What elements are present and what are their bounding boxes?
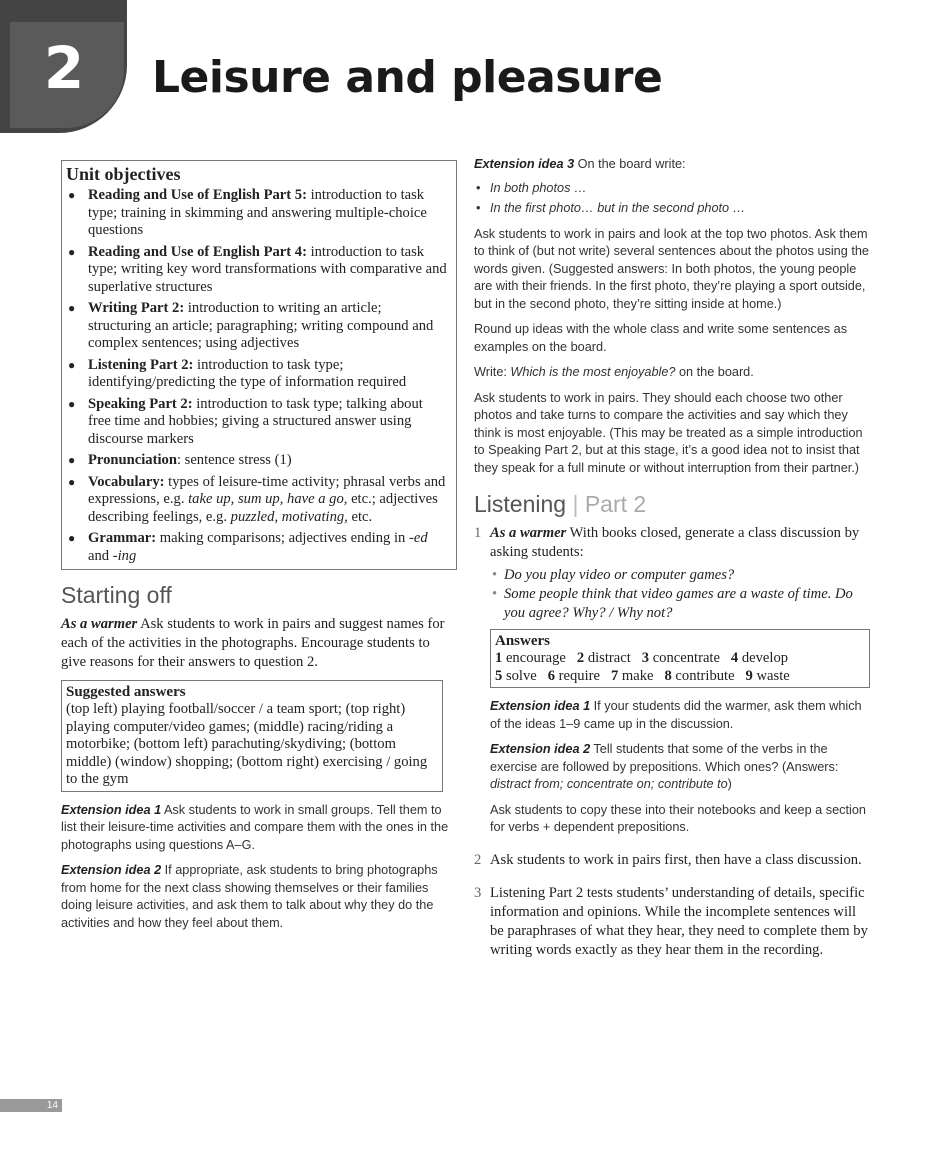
item-text: Listening Part 2 tests students’ understanding of details, specific information and opinions. While the incomplete sentences will be paraphrases of what they hear, they need to complete them by writing words exactly as they hear them in the recording. [490, 884, 868, 958]
starting-off-heading [61, 582, 457, 609]
listening-item-2 [474, 851, 870, 870]
answer-number: 8 [664, 667, 672, 684]
section-title: Listening [474, 491, 567, 517]
objective-item-grammar [66, 530, 448, 565]
warmer-label: As a warmer [61, 616, 138, 632]
warmer-text: Ask students to work in pairs and suggest names for each of the activities in the photographs. Encourage students to give reasons for their answers to question 2. [61, 616, 445, 670]
objective-item [66, 396, 448, 449]
objective-item-vocabulary [66, 474, 448, 527]
discussion-question: • Do you play video or computer games? [490, 566, 870, 585]
instruction-text: on the board. [675, 365, 754, 379]
objective-label: Pronunciation [88, 452, 177, 468]
answers-line-2 [495, 668, 865, 686]
listening-heading [474, 491, 870, 518]
extension-idea-3 [474, 156, 870, 174]
page-number: 14 [0, 1099, 62, 1112]
objective-label: Writing Part 2: [88, 300, 185, 316]
instruction-paragraph: Ask students to work in pairs and look at the top two photos. Ask them to think of (but not write) several sentences about the photos using the words given. (Suggested answers: In both photos, the young people are with their friends. In the first photo, they’re playing a sport outside, but in the second photo, they’re sitting inside at home.) [474, 226, 869, 311]
board-prompts-list [474, 178, 870, 218]
extension-text: Tell students that some of the verbs in the exercise are followed by prepositions. Which ones? (Answers: [490, 742, 839, 774]
objective-example: -ed [408, 530, 428, 546]
answer-number: 3 [641, 650, 650, 666]
extension-label: Extension idea 2 [490, 742, 591, 756]
answers-box [490, 629, 870, 688]
answer-word: distract [587, 650, 631, 666]
answer-number: 1 [495, 650, 503, 666]
extension-label: Extension idea 3 [474, 157, 575, 171]
extension-text: If appropriate, ask students to bring photographs from home for the next class showing themselves or their families doing leisure activities, and ask them to talk about why they do the activities and how they feel about them. [61, 863, 438, 930]
right-column [474, 156, 870, 964]
extension-text: Ask students to work in small groups. Tell them to list their leisure-time activities and compare them with the ones in the photographs using questions A–G. [61, 802, 449, 852]
extension-text: ) [727, 777, 732, 791]
objective-text: introduction to task type; talking about free time and hobbies; giving a structured answer using discourse markers [88, 395, 423, 447]
objective-label: Speaking Part 2: [88, 395, 193, 412]
answer-word: concentrate [652, 650, 720, 666]
warmer-paragraph [61, 615, 457, 672]
warmer-label: As a warmer [490, 525, 567, 541]
unit-objectives-heading: Unit objectives [66, 164, 181, 184]
board-prompt: • In both photos … [474, 178, 870, 198]
item-text: With books closed, generate a class discussion by asking students: [490, 525, 860, 560]
answer-word: make [621, 667, 654, 684]
answer-number: 6 [547, 667, 556, 684]
objective-label: Grammar: [88, 530, 157, 546]
answer-word: contribute [675, 667, 735, 684]
objective-label: Reading and Use of English Part 4: [88, 243, 307, 260]
board-prompt: • In the first photo… but in the second photo … [474, 198, 870, 218]
listening-extension-idea-2 [490, 741, 870, 794]
answer-number: 2 [576, 650, 585, 666]
unit-title: Leisure and pleasure [152, 52, 663, 103]
objective-item [66, 187, 448, 240]
instruction-question: Which is the most enjoyable? [510, 365, 676, 379]
item-number: 2 [474, 851, 482, 868]
objective-item [66, 357, 448, 392]
discussion-question: • Some people think that video games are a waste of time. Do you agree? Why? / Why not? [490, 585, 870, 623]
objective-text: and [88, 547, 113, 564]
listening-extension-paragraph: Ask students to copy these into their notebooks and keep a section for verbs + dependent prepositions. [490, 802, 866, 834]
answer-number: 4 [730, 650, 739, 666]
section-title: Starting off [61, 582, 172, 608]
objective-text: making comparisons; adjectives ending in [156, 530, 409, 546]
objective-item [66, 300, 448, 353]
extension-label: Extension idea 2 [61, 863, 162, 877]
objective-example: take up, sum up, have a go, [188, 491, 348, 507]
extension-idea-2 [61, 862, 457, 932]
item-text: Ask students to work in pairs first, then have a class discussion. [490, 851, 862, 868]
extension-text: If your students did the warmer, ask them which of the ideas 1–9 came up in the discussion. [490, 699, 862, 731]
answer-number: 7 [610, 667, 619, 684]
listening-item-1 [474, 524, 870, 562]
objective-label: Reading and Use of English Part 5: [88, 187, 307, 203]
objective-item [66, 452, 448, 470]
extension-idea-1 [61, 802, 457, 855]
item-number: 3 [474, 884, 482, 901]
unit-number-badge [0, 0, 135, 135]
extension-answers: distract from; concentrate on; contribute to [490, 777, 728, 791]
objective-item [66, 244, 448, 297]
answer-word: solve [505, 667, 537, 684]
objective-label: Listening Part 2: [88, 356, 194, 373]
answer-word: require [558, 667, 600, 684]
extension-label: Extension idea 1 [61, 802, 162, 817]
suggested-answers-box [61, 680, 443, 792]
instruction-text: Write: [474, 365, 511, 379]
suggested-answers-heading: Suggested answers [66, 684, 186, 700]
objective-text: types of leisure-time activity; phrasal verbs and expressions, e.g. [88, 473, 446, 507]
item-number: 1 [474, 525, 482, 541]
objective-text: introduction to task type; training in skimming and answering multiple-choice questions [88, 187, 427, 238]
instruction-paragraph: Round up ideas with the whole class and write some sentences as examples on the board. [474, 322, 848, 354]
answers-line-1 [495, 650, 865, 668]
listening-item-3 [474, 884, 870, 960]
instruction-paragraph: Ask students to work in pairs. They should each choose two other photos and take turns to compare the activities and say which they think is most enjoyable. (This may be treated as a simple introduction to Speaking Part 2, but at this stage, it’s a good idea not to insist that they speak for a full minute or without interruption from their partner.) [474, 390, 863, 475]
unit-number: 2 [43, 34, 85, 102]
left-column [61, 160, 457, 940]
listening-extension-idea-1 [490, 698, 870, 733]
objective-text: introduction to task type; writing key word transformations with comparative and superlative structures [88, 243, 447, 295]
objective-example: puzzled, motivating, [230, 508, 348, 525]
answers-heading: Answers [495, 633, 550, 649]
answer-word: encourage [505, 650, 566, 666]
answer-word: waste [756, 667, 790, 684]
objective-text: etc.; adjectives describing feelings, e.g. [88, 491, 438, 525]
objective-example: -ing [112, 547, 137, 564]
instruction-paragraph [474, 364, 870, 382]
objective-text: etc. [347, 508, 373, 525]
answer-number: 9 [745, 667, 753, 684]
objective-text: introduction to task type; identifying/predicting the type of information required [88, 356, 407, 390]
discussion-questions [490, 566, 870, 623]
extension-label: Extension idea 1 [490, 699, 591, 713]
unit-objectives-list [66, 187, 448, 565]
unit-objectives-box [61, 160, 457, 570]
section-subtitle: Part 2 [584, 491, 647, 517]
objective-text: : sentence stress (1) [176, 452, 292, 468]
objective-text: introduction to writing an article; structuring an article; paragraphing; writing compound and complex sentences; using adjectives [88, 300, 434, 351]
objective-label: Vocabulary: [88, 473, 165, 490]
suggested-answers-text: (top left) playing football/soccer / a team sport; (top right) playing computer/video games; (middle) racing/riding a motorbike; (bottom left) parachuting/skydiving; (bottom middle) (window) shopping; (bottom right) exercising / going to the gym [66, 701, 428, 787]
heading-divider: | [572, 491, 579, 517]
answer-number: 5 [495, 667, 503, 684]
extension-text: On the board write: [574, 157, 686, 171]
answer-word: develop [741, 650, 789, 666]
